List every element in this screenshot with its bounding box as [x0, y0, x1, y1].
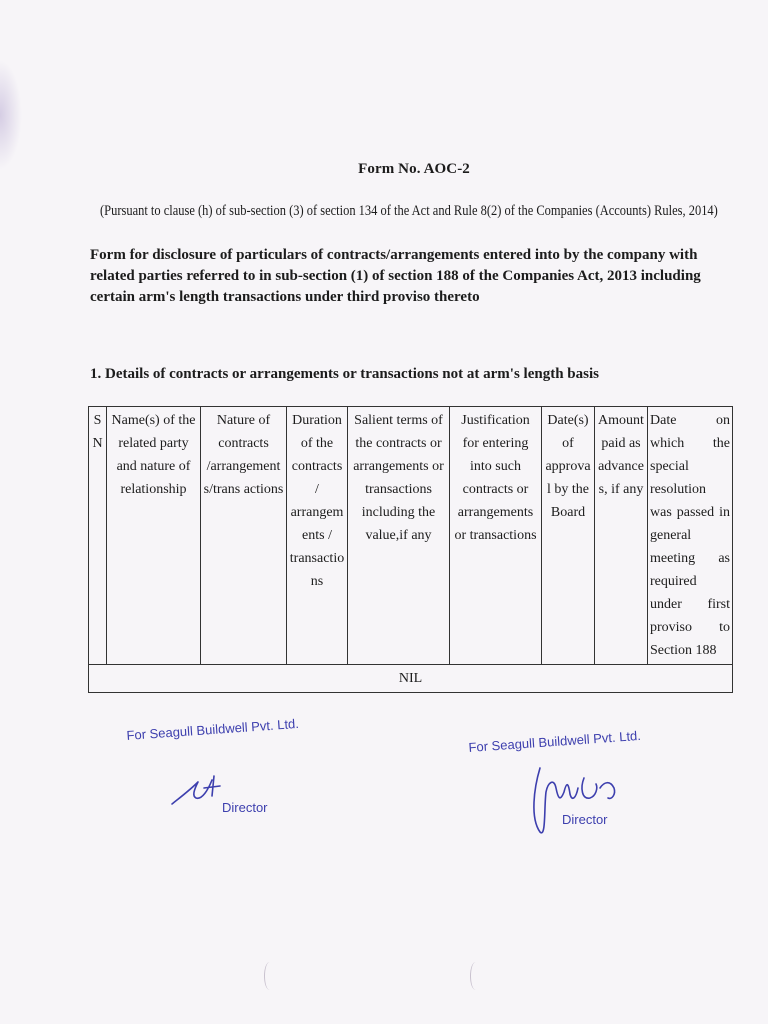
- header-cell-related-party: Name(s) of the related party and nature of relationship: [107, 407, 201, 665]
- scan-mark-right: [470, 962, 481, 990]
- right-signature: [526, 758, 626, 840]
- left-director-title: Director: [222, 800, 268, 815]
- table-row: [89, 665, 733, 693]
- scan-mark-left: [264, 962, 275, 990]
- header-cell-nature: Nature of contracts /arrangement s/trans actions: [201, 407, 287, 665]
- right-company-stamp: For Seagull Buildwell Pvt. Ltd.: [468, 727, 642, 755]
- header-cell-duration: Duration of the contracts / arrangem ents / transactio ns: [287, 407, 348, 665]
- right-director-title: Director: [562, 812, 608, 827]
- left-company-stamp: For Seagull Buildwell Pvt. Ltd.: [126, 715, 300, 743]
- contracts-details-table: [88, 406, 733, 693]
- header-cell-salient-terms: Salient terms of the contracts or arrangements or transactions including the value,if any: [348, 407, 450, 665]
- header-cell-justification: Justification for entering into such contracts or arrangements or transactions: [450, 407, 542, 665]
- section-1-heading: 1. Details of contracts or arrangements or transactions not at arm's length basis: [90, 366, 599, 382]
- pursuant-clause: (Pursuant to clause (h) of sub-section (3) of section 134 of the Act and Rule 8(2) of the Companies (Accounts) Rules, 2014): [100, 203, 718, 219]
- table-header-row: [89, 407, 733, 665]
- header-cell-approval-date: Date(s) of approval by the Board: [542, 407, 595, 665]
- form-description: Form for disclosure of particulars of contracts/arrangements entered into by the company with related parties referred to in sub-section (1) of section 188 of the Companies Act, 2013 including certain arm's length transactions under third proviso thereto: [90, 247, 701, 305]
- header-cell-sn: S N: [89, 407, 107, 665]
- scan-edge-shadow: [0, 60, 22, 170]
- header-cell-special-resolution: Date on which the special resolution was passed in general meeting as required under first proviso to Section 188: [648, 407, 733, 665]
- form-number-title: Form No. AOC-2: [358, 161, 470, 177]
- nil-cell: NIL: [89, 665, 733, 693]
- header-cell-advance-amount: Amount paid as advance s, if any: [595, 407, 648, 665]
